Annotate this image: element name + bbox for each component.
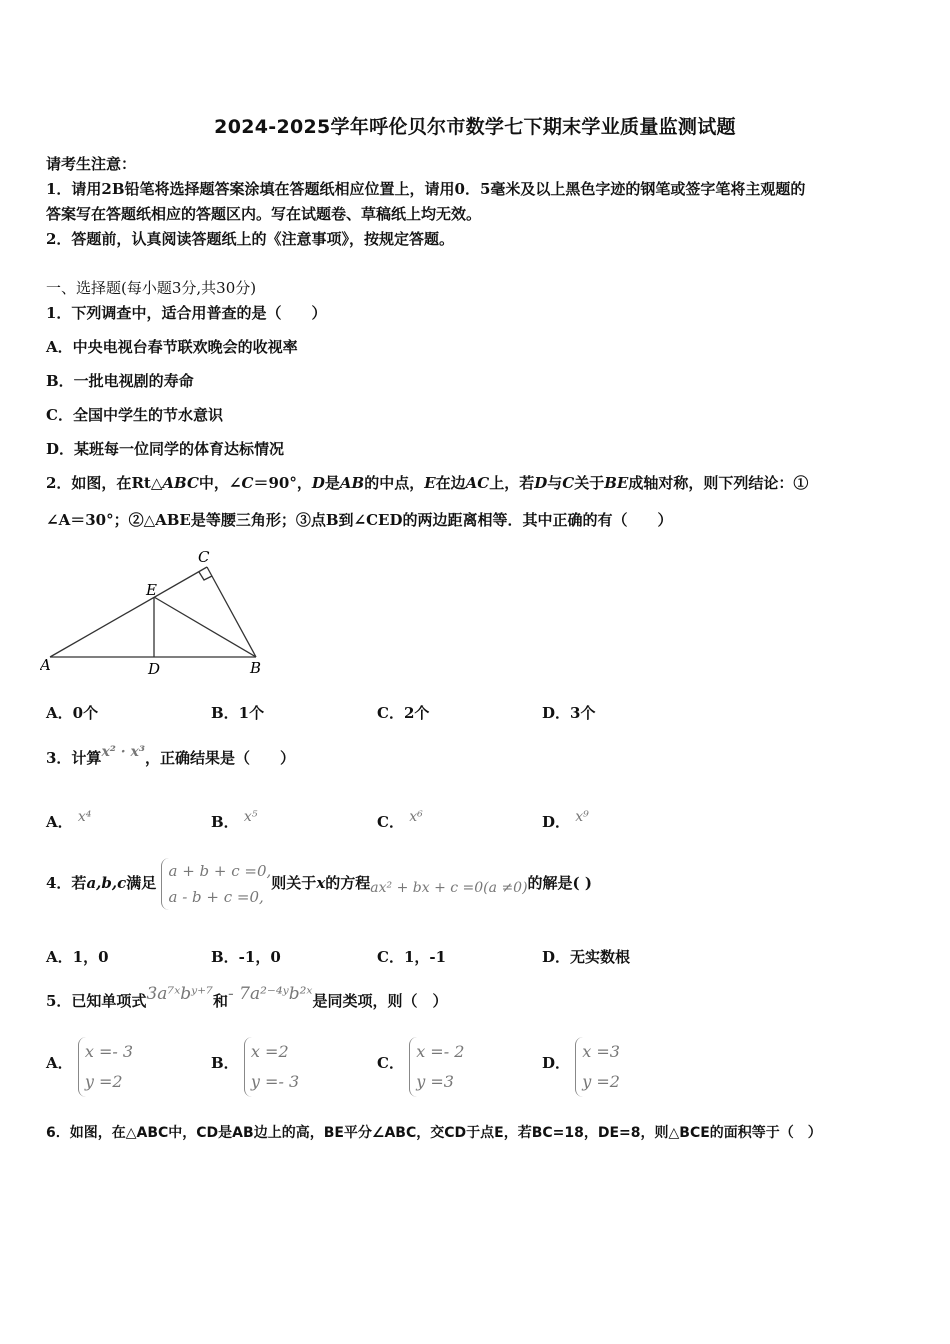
q5-system-d xyxy=(575,1037,620,1097)
q4-vars: a,b,c xyxy=(86,874,127,892)
q2-text: 中，∠ xyxy=(198,474,242,492)
q2-option-a: A．0个 xyxy=(46,704,99,722)
q5-option-c xyxy=(377,1037,464,1097)
q3-label: B． xyxy=(211,813,239,831)
q5-monomial-1: 3a⁷ˣbʸ⁺⁷ xyxy=(146,984,213,1004)
q2-option-c: C．2个 xyxy=(377,704,430,722)
q2-text: 上，若 xyxy=(489,474,535,492)
q5-stem xyxy=(46,984,448,1012)
q1-stem: 1．下列调查中，适合用普查的是（ ） xyxy=(46,304,327,322)
q3-label: D． xyxy=(542,813,571,831)
q3-option-d xyxy=(542,811,589,832)
q3-option-b xyxy=(211,811,257,832)
q4-text: 的解是( ) xyxy=(527,874,592,892)
q2-text: BE xyxy=(604,474,629,492)
notice-line-2: 2．答题前，认真阅读答题纸上的《注意事项》，按规定答题。 xyxy=(46,230,454,248)
q2-text: 在边 xyxy=(435,474,466,492)
q4-option-b: B．-1，0 xyxy=(211,948,281,966)
notice-line-1b: 答案写在答题纸相应的答题区内。写在试题卷、草稿纸上均无效。 xyxy=(46,205,482,223)
q2-text: 的中点， xyxy=(364,474,425,492)
q4-eq1: a + b + c =0, xyxy=(168,862,272,880)
q2-text: 与 xyxy=(547,474,563,492)
q3-answer: x⁶ xyxy=(409,809,423,825)
q2-text: AB xyxy=(339,474,365,492)
q4-text: 满足 xyxy=(126,874,157,892)
q3-option-a xyxy=(46,811,91,832)
q3-answer: x⁵ xyxy=(243,809,258,825)
q2-text: C xyxy=(562,474,575,492)
q5-option-d xyxy=(542,1037,620,1097)
q1-option-a: A．中央电视台春节联欢晚会的收视率 xyxy=(46,338,298,356)
q5-eq: y =2 xyxy=(582,1072,620,1091)
q5-eq: x =3 xyxy=(582,1042,620,1061)
q4-x: x xyxy=(316,874,326,892)
q4-text: 的方程 xyxy=(325,874,371,892)
q2-option-d: D．3个 xyxy=(542,704,596,722)
q3-stem xyxy=(46,744,296,768)
q2-text: 2．如图，在Rt xyxy=(46,474,151,492)
q5-label: A． xyxy=(46,1054,73,1072)
q3-text: ，正确结果是（ ） xyxy=(145,749,296,767)
notice-heading: 请考生注意： xyxy=(46,155,137,173)
q5-label: C． xyxy=(377,1054,404,1072)
q4-equation: ax² + bx + c =0(a ≠0) xyxy=(370,880,528,896)
q2-stem-line2: ∠A＝30°；②△ABE是等腰三角形；③点B到∠CED的两边距离相等．其中正确的有（ ） xyxy=(46,511,673,529)
label-c: C xyxy=(198,548,210,566)
segment-ac xyxy=(50,567,207,657)
q5-option-b xyxy=(211,1037,299,1097)
q5-eq: x =- 2 xyxy=(416,1042,465,1061)
q2-text: E xyxy=(424,474,436,492)
q2-triangle-figure xyxy=(40,545,280,680)
q2-text: D xyxy=(311,474,325,492)
q5-eq: y =3 xyxy=(416,1072,454,1091)
q5-eq: y =- 3 xyxy=(250,1072,300,1091)
q5-eq: x =- 3 xyxy=(84,1042,134,1061)
q5-text: 是同类项，则（ ） xyxy=(312,992,448,1010)
q4-eq2: a - b + c =0, xyxy=(168,888,264,906)
q5-text: 和 xyxy=(212,992,228,1010)
q5-text: 5．已知单项式 xyxy=(46,992,147,1010)
q3-answer: x⁹ xyxy=(575,809,589,825)
q2-text: △ABC xyxy=(150,474,199,492)
q4-option-c: C．1，-1 xyxy=(377,948,447,966)
q1-option-d: D．某班每一位同学的体育达标情况 xyxy=(46,440,285,458)
q3-label: A． xyxy=(46,813,73,831)
q3-expression: x² · x³ xyxy=(101,744,146,760)
q5-label: B． xyxy=(211,1054,239,1072)
q4-option-d: D．无实数根 xyxy=(542,948,631,966)
section-heading: 一、选择题(每小题3分,共30分) xyxy=(46,279,257,297)
q2-text: C xyxy=(241,474,254,492)
q5-eq: y =2 xyxy=(84,1072,123,1091)
q5-label: D． xyxy=(542,1054,571,1072)
q1-option-c: C．全国中学生的节水意识 xyxy=(46,406,223,424)
q2-text: 关于 xyxy=(574,474,605,492)
q2-text: 是 xyxy=(324,474,340,492)
q2-text: AC xyxy=(465,474,490,492)
q6-stem: 6．如图，在△ABC中，CD是AB边上的高，BE平分∠ABC，交CD于点E，若BC=18，DE=8，则△BCE的面积等于（ ） xyxy=(46,1125,822,1141)
q5-option-a xyxy=(46,1037,133,1097)
q2-text: ＝90°， xyxy=(253,474,312,492)
q4-option-a: A．1，0 xyxy=(46,948,109,966)
q1-option-b: B．一批电视剧的寿命 xyxy=(46,372,194,390)
q2-stem-line1 xyxy=(46,472,808,493)
label-d: D xyxy=(148,660,161,678)
q5-monomial-2: - 7a²⁻⁴ʸb²ˣ xyxy=(227,984,313,1004)
notice-line-1a: 1．请用2B铅笔将选择题答案涂填在答题纸相应位置上，请用0．5毫米及以上黑色字迹的钢笔或签字笔将主观题的 xyxy=(46,180,806,198)
label-b: B xyxy=(250,659,262,677)
segment-cb xyxy=(207,567,256,657)
q2-option-b: B．1个 xyxy=(211,704,265,722)
q5-eq: x =2 xyxy=(250,1042,289,1061)
label-e: E xyxy=(146,581,157,599)
page-title: 2024-2025学年呼伦贝尔市数学七下期末学业质量监测试题 xyxy=(214,116,736,138)
q3-text: 3．计算 xyxy=(46,749,102,767)
q5-system-a xyxy=(78,1037,133,1097)
label-a: A xyxy=(40,656,51,674)
q3-option-c xyxy=(377,811,423,832)
q4-text: 4．若 xyxy=(46,874,87,892)
q2-text: D xyxy=(534,474,548,492)
q3-answer: x⁴ xyxy=(77,809,92,825)
q4-stem xyxy=(46,858,592,910)
segment-eb xyxy=(154,597,256,657)
q4-text: 则关于 xyxy=(271,874,317,892)
q4-system xyxy=(161,858,271,910)
q5-system-c xyxy=(409,1037,464,1097)
q3-label: C． xyxy=(377,813,404,831)
q2-text: 成轴对称，则下列结论：① xyxy=(628,474,809,492)
q5-system-b xyxy=(244,1037,299,1097)
